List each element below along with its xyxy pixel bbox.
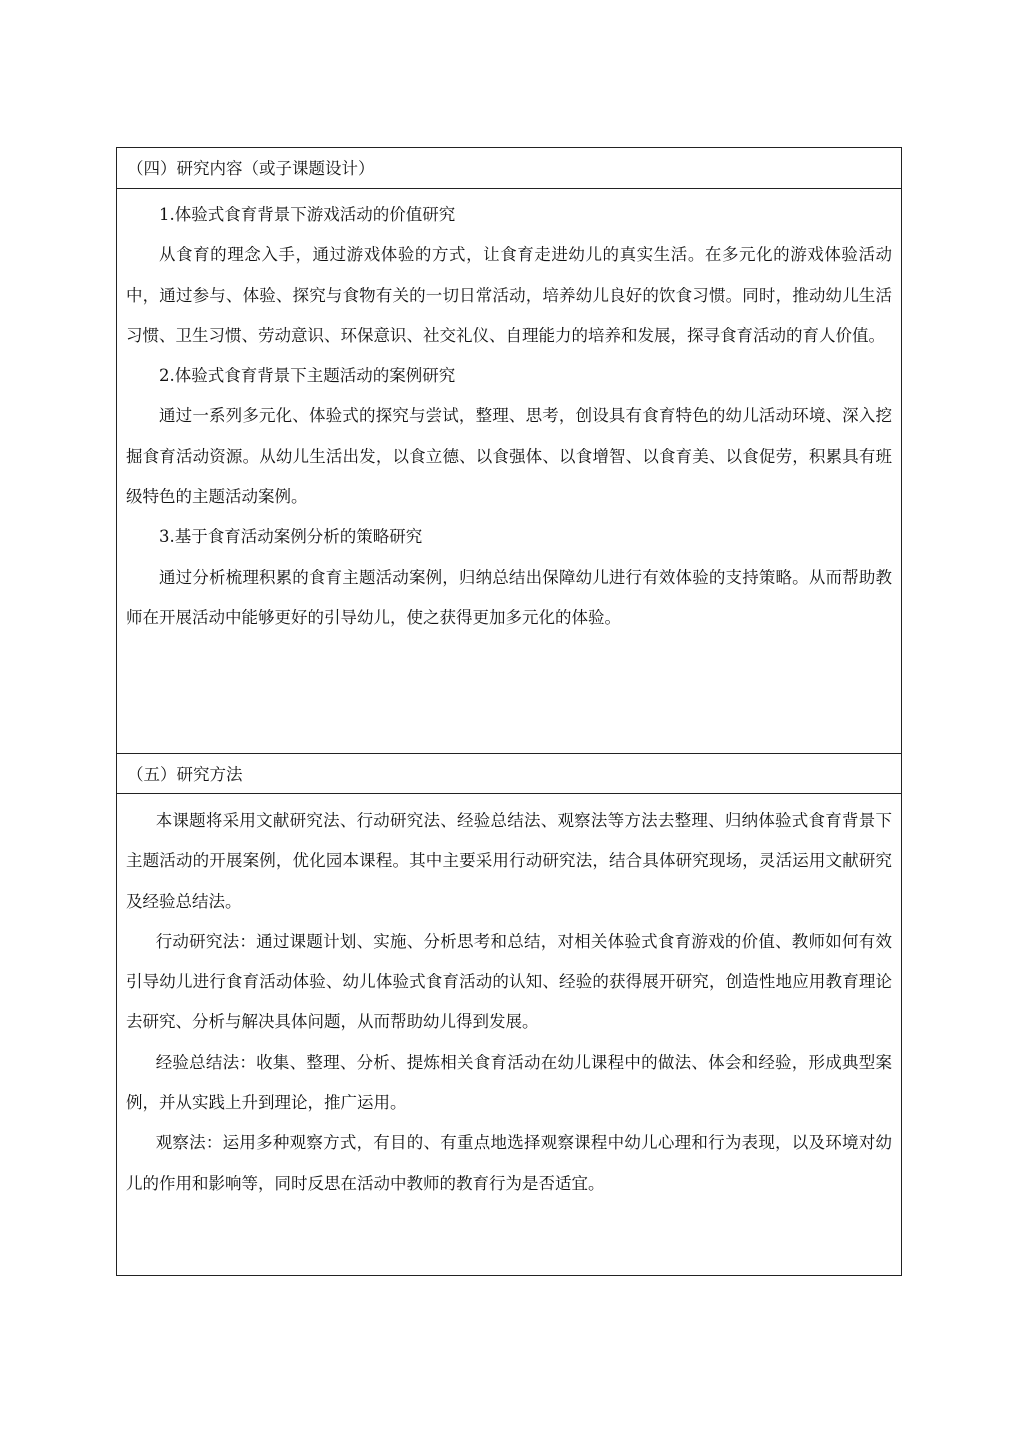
section4-paragraph: 3.基于食育活动案例分析的策略研究 [159, 527, 423, 547]
section5-paragraph: 观察法：运用多种观察方式，有目的、有重点地选择观察课程中幼儿心理和行为表现，以及环境对幼儿的作用和影响等，同时反思在活动中教师的教育行为是否适宜。 [126, 1133, 892, 1193]
section4-paragraph: 从食育的理念入手，通过游戏体验的方式，让食育走进幼儿的真实生活。在多元化的游戏体验活动中，通过参与、体验、探究与食物有关的一切日常活动，培养幼儿良好的饮食习惯。同时，推动幼儿生活习惯、卫生习惯、劳动意识、环保意识、社交礼仪、自理能力的培养和发展，探寻食育活动的育人价值。 [126, 245, 892, 345]
section5-body [117, 801, 901, 1204]
section4-paragraph: 1.体验式食育背景下游戏活动的价值研究 [159, 205, 456, 224]
form-table [116, 147, 902, 1276]
section4-paragraph: 通过分析梳理积累的食育主题活动案例，归纳总结出保障幼儿进行有效体验的支持策略。从而帮助教师在开展活动中能够更好的引导幼儿，使之获得更加多元化的体验。 [126, 567, 892, 627]
section4-body [117, 195, 901, 638]
section5-paragraph: 经验总结法：收集、整理、分析、提炼相关食育活动在幼儿课程中的做法、体会和经验，形成典型案例，并从实践上升到理论，推广运用。 [126, 1052, 892, 1113]
section4-paragraph: 2.体验式食育背景下主题活动的案例研究 [159, 366, 456, 386]
section4-title: （四）研究内容（或子课题设计） [117, 148, 901, 189]
section5-paragraph: 本课题将采用文献研究法、行动研究法、经验总结法、观察法等方法去整理、归纳体验式食育背景下主题活动的开展案例，优化园本课程。其中主要采用行动研究法，结合具体研究现场，灵活运用文献研究及经验总结法。 [126, 811, 892, 911]
section5-title: （五）研究方法 [117, 753, 901, 794]
section4-paragraph: 通过一系列多元化、体验式的探究与尝试，整理、思考，创设具有食育特色的幼儿活动环境、深入挖掘食育活动资源。从幼儿生活出发，以食立德、以食强体、以食增智、以食育美、以食促劳，积累具有班级特色的主题活动案例。 [126, 406, 892, 507]
section5-paragraph: 行动研究法：通过课题计划、实施、分析思考和总结，对相关体验式食育游戏的价值、教师如何有效引导幼儿进行食育活动体验、幼儿体验式食育活动的认知、经验的获得展开研究，创造性地应用教育理论去研究、分析与解决具体问题，从而帮助幼儿得到发展。 [126, 931, 892, 1032]
